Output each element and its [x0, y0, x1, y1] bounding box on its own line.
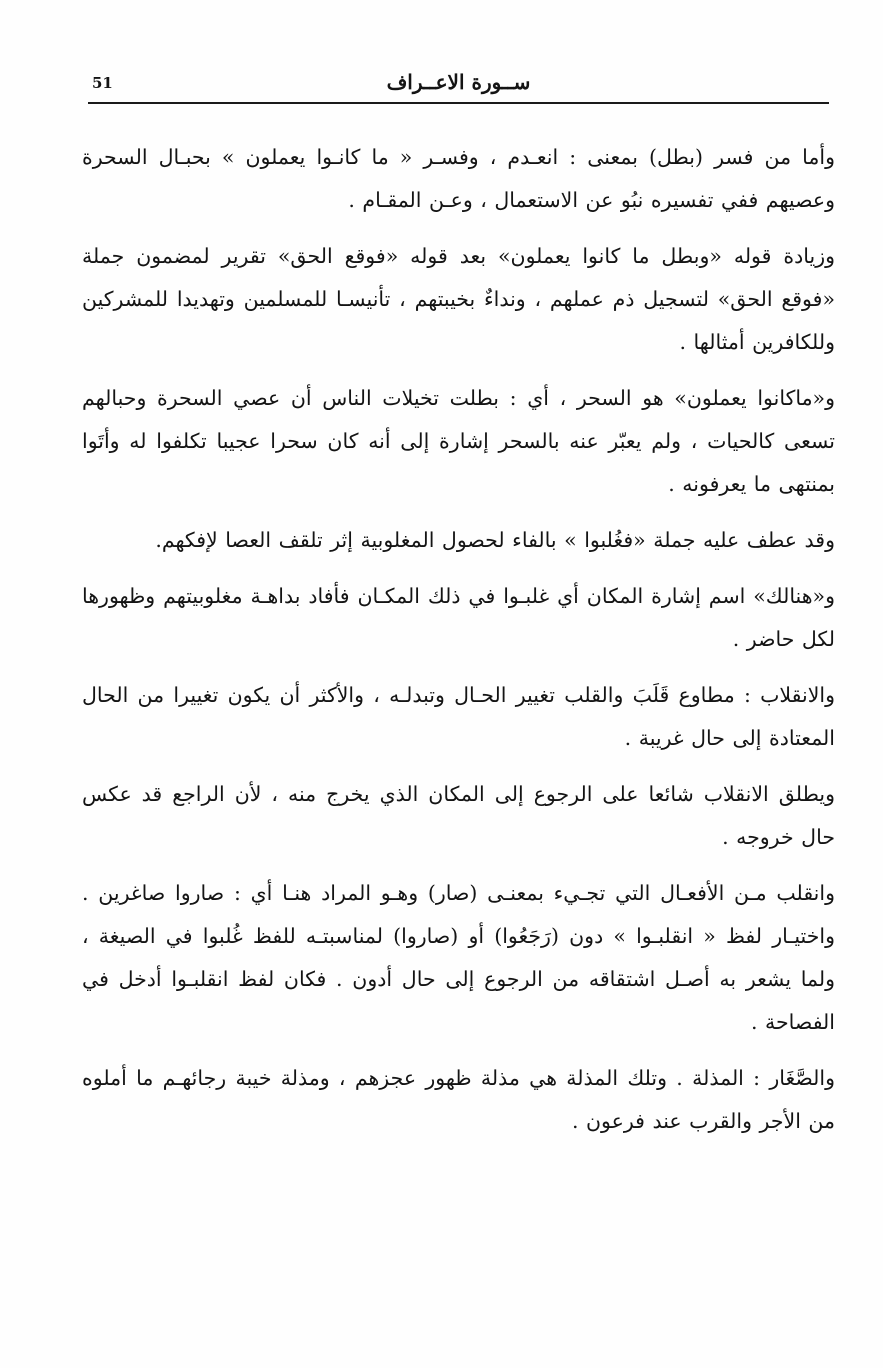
- page-body: [82, 136, 835, 1156]
- paragraph: و«ماكانوا يعملون» هو السحر ، أي : بطلت تخيلات الناس أن عصي السحرة وحبالهم تسعى كالحيات ، ولم يعبّر عنه بالسحر إشارة إلى أنه كان سحرا عجيبا تكلفوا له وأتَوا بمنتهى ما يعرفونه .: [82, 386, 835, 496]
- paragraph: والانقلاب : مطاوع قَلَبَ والقلب تغيير الحـال وتبدلـه ، والأكثر أن يكون تغييرا من الحال المعتادة إلى حال غريبة .: [82, 683, 835, 750]
- running-title: ســورة الاعــراف: [386, 70, 531, 94]
- paragraph: ويطلق الانقلاب شائعا على الرجوع إلى المكان الذي يخرج منه ، لأن الراجع قد عكس حال خروجه .: [82, 782, 835, 849]
- paragraph: وزيادة قوله «وبطل ما كانوا يعملون» بعد قوله «فوقع الحق» تقرير لمضمون جملة «فوقع الحق» لتسجيل ذم عملهم ، ونداءٌ بخيبتهم ، تأنيسـا للمسلمين وتهديدا للمشركين وللكافرين أمثالها .: [82, 244, 835, 354]
- paragraph: وقد عطف عليه جملة «فغُلبوا » بالفاء لحصول المغلوبية إثر تلقف العصا لإفكهم.: [155, 528, 835, 552]
- paragraph: و«هنالك» اسم إشارة المكان أي غلبـوا في ذلك المكـان فأفاد بداهـة مغلوبيتهم وظهورها لكل حاضر .: [82, 584, 835, 651]
- page-header: [88, 66, 829, 100]
- paragraph: وانقلب مـن الأفعـال التي تجـيء بمعنـى (صار) وهـو المراد هنـا أي : صاروا صاغرين . واختيـار لفظ « انقلبـوا » دون (رَجَعُوا) أو (صاروا) لمناسبتـه للفظ غُلبوا في الصيغة ، ولما يشعر به أصـل اشتقاقه من الرجوع إلى حال أدون . فكان لفظ انقلبـوا أدخل في الفصاحة .: [82, 881, 835, 1034]
- header-divider: [88, 102, 829, 104]
- page-number: 51: [92, 74, 113, 92]
- paragraph: والصَّغَار : المذلة . وتلك المذلة هي مذلة ظهور عجزهم ، ومذلة خيبة رجائهـم ما أملوه من الأجر والقرب عند فرعون .: [82, 1066, 835, 1133]
- paragraph: وأما من فسر (بطل) بمعنى : انعـدم ، وفسـر « ما كانـوا يعملون » بحبـال السحرة وعصيهم ففي تفسيره نبُو عن الاستعمال ، وعـن المقـام .: [82, 145, 835, 212]
